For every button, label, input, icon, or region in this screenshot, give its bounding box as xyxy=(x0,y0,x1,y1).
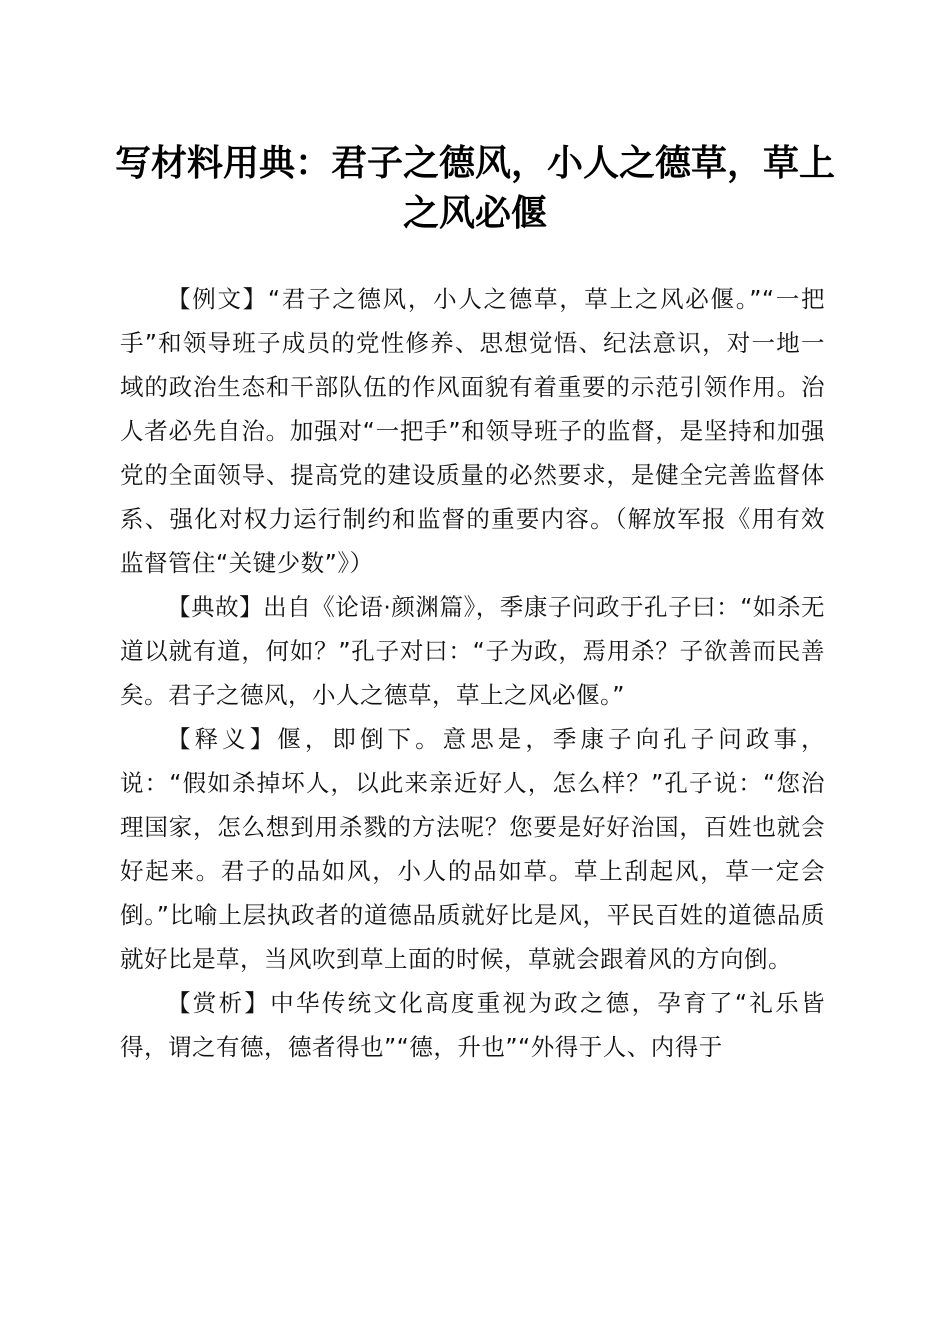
allusion-tag: 【典故】 xyxy=(167,593,264,621)
example-tag: 【例文】 xyxy=(167,285,268,313)
explanation-text: 偃，即倒下。意思是，季康子向孔子问政事，说：“假如杀掉坏人，以此来亲近好人，怎么样？”孔子说：“您治理国家，怎么想到用杀戮的方法呢？您要是好好治国，百姓也就会好起来。君子的品如风，小人的品如草。草上刮起风，草一定会倒。”比喻上层执政者的道德品质就好比是风，平民百姓的道德品质就好比是草，当风吹到草上面的时候，草就会跟着风的方向倒。 xyxy=(120,725,826,973)
paragraph-example xyxy=(120,277,825,585)
paragraph-allusion xyxy=(120,585,825,717)
paragraph-appreciation xyxy=(120,981,825,1069)
explanation-tag: 【释义】 xyxy=(167,725,278,753)
allusion-text: 出自《论语·颜渊篇》，季康子问政于孔子曰：“如杀无道以就有道，何如？”孔子对曰：“子为政，焉用杀？子欲善而民善矣。君子之德风，小人之德草，草上之风必偃。” xyxy=(120,593,825,709)
appreciation-tag: 【赏析】 xyxy=(167,989,271,1017)
appreciation-text: 中华传统文化高度重视为政之德，孕育了“礼乐皆得，谓之有德，德者得也”“德，升也”“外得于人、内得于 xyxy=(120,989,825,1061)
document-body xyxy=(120,277,825,1069)
paragraph-explanation xyxy=(120,717,825,981)
document-title: 写材料用典：君子之德风，小人之德草，草上之风必偃 xyxy=(114,142,835,234)
example-text: “君子之德风，小人之德草，草上之风必偃。”“一把手”和领导班子成员的党性修养、思想觉悟、纪法意识，对一地一域的政治生态和干部队伍的作风面貌有着重要的示范引领作用。治人者必先自治。加强对“一把手”和领导班子的监督，是坚持和加强党的全面领导、提高党的建设质量的必然要求，是健全完善监督体系、强化对权力运行制约和监督的重要内容。（解放军报《用有效监督管住“关键少数”》） xyxy=(120,285,826,577)
